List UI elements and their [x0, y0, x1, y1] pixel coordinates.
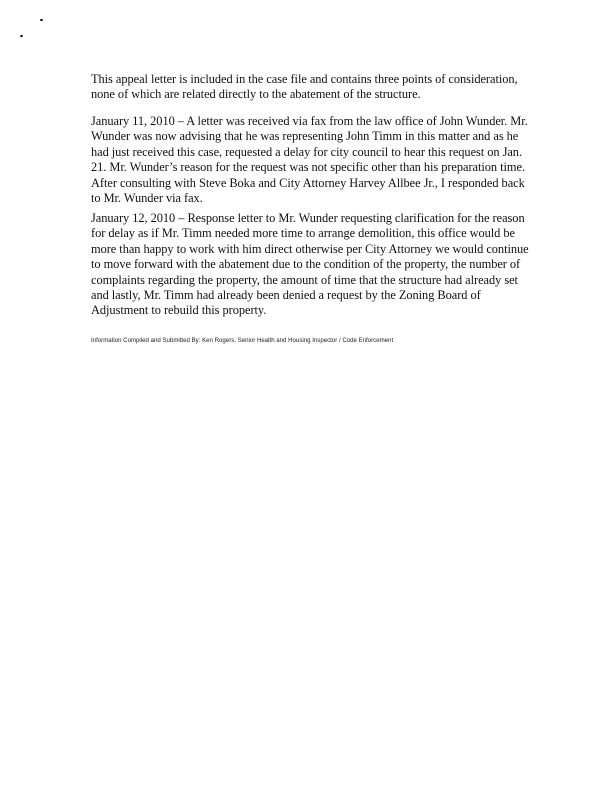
paragraph-january-12: January 12, 2010 – Response letter to Mr. Wunder requesting clarification for the reason for delay as if Mr. Timm needed more time to arrange demolition, this office would be more than happy to work with him direct otherwise per City Attorney we would continue to move forward with the abatement due to the condition of the property, the number of complaints regarding the property, the amount of time that the structure had already set and lastly, Mr. Timm had already been denied a request by the Zoning Board of Adjustment to rebuild this property. [91, 211, 529, 318]
paragraph-january-11: January 11, 2010 – A letter was received via fax from the law office of John Wunder. Mr. Wunder was now advising that he was representing John Timm in this matter and as he had just received this case, requested a delay for city council to hear this request on Jan. 21. Mr. Wunder’s reason for the request was not specific other than his preparation time. After consulting with Steve Boka and City Attorney Harvey Allbee Jr., I responded back to Mr. Wunder via fax. [91, 114, 528, 206]
paragraph-appeal-letter: This appeal letter is included in the case file and contains three points of consideration, none of which are related directly to the abatement of the structure. [91, 72, 518, 102]
compiled-by-note: Information Compiled and Submitted By: Ken Rogers, Senior Health and Housing Inspector / Code Enforcement [91, 337, 394, 344]
scan-mark [20, 35, 24, 38]
scan-mark [40, 19, 43, 21]
